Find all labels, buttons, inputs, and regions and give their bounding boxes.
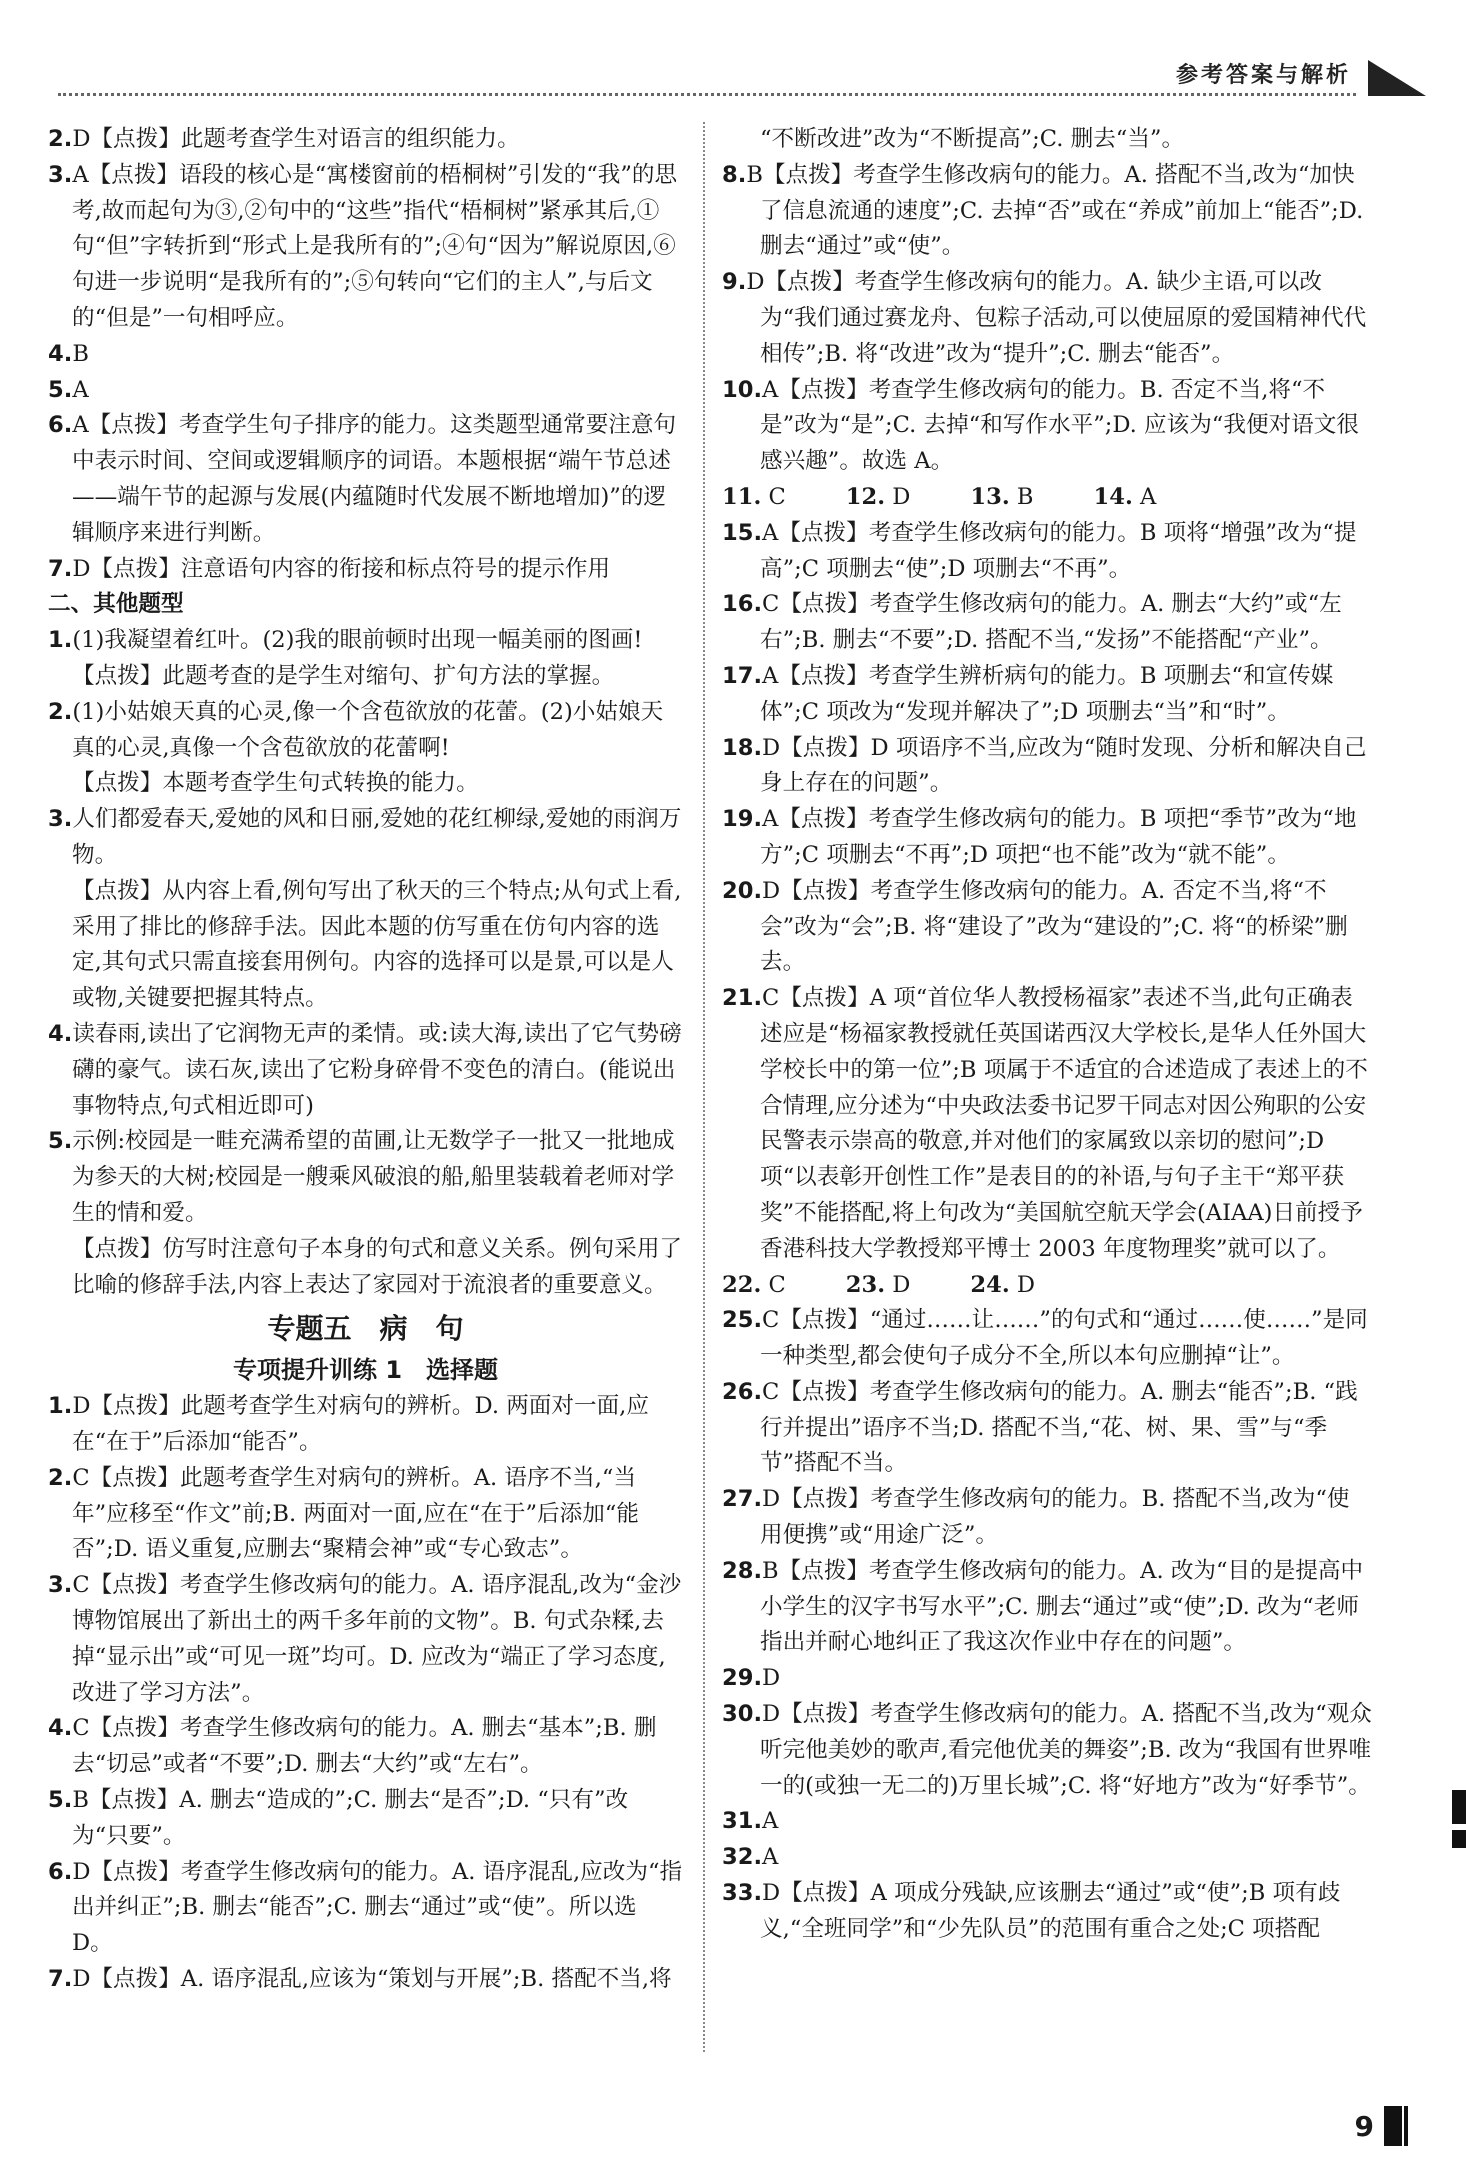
answer-text: C【点拨】考查学生修改病句的能力。A. 语序混乱,改为“金沙博物馆展出了新出土的两千多年前的文物”。B. 句式杂糅,去掉“显示出”或“可见一斑”均可。D. 应改为“端正了学习态度,改进了学习方法”。 [72,1572,682,1706]
answer-number: 14. [1093,483,1133,510]
answer-number: 4. [48,1020,73,1047]
continuation-text: “不断改进”改为“不断提高”;C. 删去“当”。 [760,126,1185,152]
answer-item [48,1855,683,1962]
right-answers-group-a [722,158,1372,480]
answer-text: D【点拨】A. 语序混乱,应该为“策划与开展”;B. 搭配不当,将 [72,1966,672,1993]
answer-number: 1. [48,627,73,654]
answer-number: 27. [722,1486,763,1513]
short-answer [1094,480,1157,516]
answer-number: 25. [722,1307,763,1334]
side-tab-mark-small [1452,1830,1466,1848]
short-answer [846,480,911,516]
answer-text: D【点拨】考查学生修改病句的能力。B. 搭配不当,改为“使用便携”或“用途广泛”。 [760,1486,1350,1549]
short-answer [722,1268,786,1304]
answer-text: C [761,1271,786,1298]
answer-text: A【点拨】考查学生修改病句的能力。B. 否定不当,将“不是”改为“是”;C. 去掉“和写作水平”;D. 应该为“我便对语文很感兴趣”。故选 A。 [760,376,1359,475]
answer-item [48,1783,683,1855]
answer-item [48,623,683,659]
answer-number: 20. [722,877,763,904]
short-answer [722,480,786,516]
answer-text: D [885,483,911,510]
answer-text: 示例:校园是一畦充满希望的苗圃,让无数学子一批又一批地成为参天的大树;校园是一艘乘风破浪的船,船里装载着老师对学生的情和爱。 [72,1128,675,1226]
answer-item [722,1554,1372,1661]
answer-item [48,802,683,874]
answer-number: 21. [722,985,763,1012]
answer-item [722,1697,1372,1804]
answer-number: 10. [722,376,763,403]
right-answers-group-c [722,1303,1372,1947]
answer-item [722,981,1372,1267]
answer-text: D【点拨】考查学生修改病句的能力。A. 搭配不当,改为“观众听完他美妙的歌声,看完他优美的舞姿”;B. 改为“我国有世界唯一的(或独一无二的)万里长城”;C. 将“好地方”改为“好季节”。 [760,1701,1372,1799]
answer-number: 29. [722,1665,763,1692]
answer-item [722,802,1372,874]
answer-number: 24. [970,1271,1010,1298]
answer-text: D [762,1665,781,1692]
answer-item [48,373,683,409]
answer-number: 18. [722,734,763,761]
left-answers-group-b [48,623,683,1303]
answer-item [722,1804,1372,1840]
left-answers-group-a [48,122,683,587]
answer-item [722,659,1372,731]
answer-number: 17. [722,662,763,689]
answer-text: D【点拨】A 项成分残缺,应该删去“通过”或“使”;B 项有歧义,“全班同学”和“少先队员”的范围有重合之处;C 项搭配 [760,1880,1341,1942]
answer-text: D [885,1271,911,1298]
page-bar-decoration [1384,2106,1402,2146]
answer-item [48,1389,683,1461]
answer-item [722,1482,1372,1554]
answer-item [722,1876,1372,1948]
left-column [48,122,683,1998]
answer-text: 人们都爱春天,爱她的风和日丽,爱她的花红柳绿,爱她的雨润万物。 [72,806,682,868]
answer-item [48,1124,683,1231]
answer-text: C【点拨】“通过……让……”的句式和“通过……使……”是同一种类型,都会使句子成分不全,所以本句应删掉“让”。 [760,1307,1368,1370]
answer-number: 4. [48,1715,73,1742]
answer-text: A【点拨】考查学生修改病句的能力。B 项将“增强”改为“提高”;C 项删去“使”;D 项删去“不再”。 [760,519,1357,582]
answer-item [722,158,1372,265]
answer-text: B【点拨】考查学生修改病句的能力。A. 搭配不当,改为“加快了信息流通的速度”;C. 去掉“否”或在“养成”前加上“能否”;D. 删去“通过”或“使”。 [746,161,1364,260]
answer-item [722,731,1372,803]
answer-item [722,373,1372,480]
answer-text: D【点拨】注意语句内容的衔接和标点符号的提示作用 [72,555,611,582]
answer-item [48,158,683,337]
answer-item [722,516,1372,588]
answer-number: 7. [48,1966,73,1993]
answer-number: 33. [722,1880,763,1907]
answer-number: 30. [722,1701,763,1728]
answer-text: A【点拨】考查学生句子排序的能力。这类题型通常要注意句中表示时间、空间或逻辑顺序的词语。本题根据“端午节总述——端午节的起源与发展(内蕴随时代发展不断地增加)”的逻辑顺序来进行判断。 [72,412,677,546]
answer-text: A [72,376,89,403]
answer-item [722,874,1372,981]
answer-item [722,265,1372,372]
answer-number: 3. [48,161,73,188]
answer-item [48,1461,683,1568]
answer-text: C【点拨】此题考查学生对病句的辨析。A. 语序不当,“当年”应移至“作文”前;B. 两面对一面,应在“在于”后添加“能否”;D. 语义重复,应删去“聚精会神”或“专心致志”。 [72,1464,639,1563]
answer-text: C【点拨】考查学生修改病句的能力。A. 删去“基本”;B. 删去“切忌”或者“不要”;D. 删去“大约”或“左右”。 [72,1715,657,1778]
answer-text: B [72,340,89,367]
answer-item [48,408,683,551]
answer-text: D【点拨】此题考查学生对语言的组织能力。 [72,126,520,152]
right-column [722,122,1372,1948]
page-bar-decoration-thin [1404,2106,1408,2146]
answer-text: B [1009,483,1034,510]
answer-number: 19. [722,806,763,833]
answer-text: C【点拨】考查学生修改病句的能力。A. 删去“大约”或“左右”;B. 删去“不要”;D. 搭配不当,“发扬”不能搭配“产业”。 [760,591,1342,654]
answer-item [722,1375,1372,1482]
column-divider [703,122,705,2052]
answer-item [48,1568,683,1711]
answer-number: 7. [48,555,73,582]
answer-item [48,695,683,767]
answer-text: (1)我凝望着红叶。(2)我的眼前顿时出现一幅美丽的图画! [72,627,643,654]
answer-number: 31. [722,1808,763,1835]
answer-number: 11. [722,483,762,510]
answer-item [48,337,683,373]
section-heading-other: 二、其他题型 [48,591,184,618]
answer-number: 8. [722,161,747,188]
answer-text: A [1132,483,1157,510]
answer-number: 22. [722,1271,762,1298]
answer-number: 32. [722,1844,763,1871]
answer-text: D【点拨】考查学生修改病句的能力。A. 缺少主语,可以改为“我们通过赛龙舟、包粽子活动,可以使屈原的爱国精神代代相传”;B. 将“改进”改为“提升”;C. 删去“能否”。 [746,269,1367,367]
answer-item [48,1017,683,1124]
answer-number: 15. [722,519,763,546]
short-answer [846,1268,911,1304]
answer-number: 23. [845,1271,886,1298]
answer-text: A【点拨】语段的核心是“寓楼窗前的梧桐树”引发的“我”的思考,故而起句为③,②句中的“这些”指代“梧桐树”紧承其后,①句“但”字转折到“形式上是我所有的”;④句“因为”解说原因,⑥句进一步说明“是我所有的”;⑤句转向“它们的主人”,与后文的“但是”一句相呼应。 [72,161,678,331]
answer-note: 【点拨】从内容上看,例句写出了秋天的三个特点;从句式上看,采用了排比的修辞手法。因此本题的仿写重在仿句内容的选定,其句式只需直接套用例句。内容的选择可以是景,可以是人或物,关键要把握其特点。 [72,877,682,1012]
answer-item [722,1303,1372,1375]
side-tab-mark [1452,1790,1466,1824]
answer-item [48,122,683,158]
answer-text: D【点拨】考查学生修改病句的能力。A. 语序混乱,应改为“指出并纠正”;B. 删去“能否”;C. 删去“通过”或“使”。所以选 D。 [72,1858,683,1957]
answer-number: 16. [722,591,763,618]
answer-text: A [762,1808,779,1835]
answer-text: D [1009,1271,1036,1298]
answer-text: D【点拨】此题考查学生对病句的辨析。D. 两面对一面,应在“在于”后添加“能否”。 [72,1393,649,1456]
answer-text: D【点拨】考查学生修改病句的能力。A. 否定不当,将“不会”改为“会”;B. 将“建设了”改为“建设的”;C. 将“的桥梁”删去。 [760,877,1348,976]
answer-number: 3. [48,1572,73,1599]
answer-number: 4. [48,340,73,367]
answer-number: 13. [970,483,1010,510]
answer-note: 【点拨】仿写时注意句子本身的句式和意义关系。例句采用了比喻的修辞手法,内容上表达了家园对于流浪者的重要意义。 [72,1235,683,1298]
answer-item [722,1661,1372,1697]
answer-number: 26. [722,1378,763,1405]
answer-number: 5. [48,1128,73,1155]
header-divider [58,93,1356,96]
answer-number: 2. [48,126,73,152]
answer-item [722,587,1372,659]
answer-text: B【点拨】考查学生修改病句的能力。A. 改为“目的是提高中小学生的汉字书写水平”;C. 删去“通过”或“使”;D. 改为“老师指出并耐心地纠正了我这次作业中存在的问题”。 [760,1557,1364,1656]
header-title: 参考答案与解析 [1175,63,1351,88]
answer-item [722,1840,1372,1876]
answer-text: A【点拨】考查学生修改病句的能力。B 项把“季节”改为“地方”;C 项删去“不再”;D 项把“也不能”改为“就不能”。 [760,806,1357,868]
answer-number: 6. [48,1858,73,1885]
answer-number: 2. [48,698,73,725]
answer-item [48,552,683,588]
answer-item [48,1962,683,1998]
short-answer [970,1268,1035,1304]
subtopic-title: 专项提升训练 1 选择题 [232,1356,499,1385]
answer-item [48,1711,683,1783]
answer-text: A【点拨】考查学生辨析病句的能力。B 项删去“和宣传媒体”;C 项改为“发现并解决了”;D 项删去“当”和“时”。 [760,662,1334,725]
answer-text: C【点拨】A 项“首位华人教授杨福家”表述不当,此句正确表述应是“杨福家教授就任英国诺西汉大学校长,是华人任外国大学校长中的第一位”;B 项属于不适宜的合述造成了表述上的不合情理,应分述为“中央政法委书记罗干同志对因公殉职的公安民警表示崇高的敬意,并对他们的家属致以亲切的慰问”;D 项“以表彰开创性工作”是表目的的补语,与句子主干“郑平获奖”不能搭配,将上句改为“美国航空航天学会(AIAA)日前授予香港科技大学教授郑平博士 2003 年度物理奖”就可以了。 [760,985,1368,1262]
answer-number: 1. [48,1393,73,1420]
right-answers-group-b [722,516,1372,1268]
topic-title: 专题五 病 句 [267,1312,464,1346]
answer-text: B【点拨】A. 删去“造成的”;C. 删去“是否”;D. “只有”改为“只要”。 [72,1787,629,1849]
answer-text: D【点拨】D 项语序不当,应改为“随时发现、分析和解决自己身上存在的问题”。 [760,734,1367,797]
left-answers-group-c [48,1389,683,1998]
answer-number: 5. [48,1787,73,1814]
answer-number: 3. [48,806,73,833]
answer-text: 读春雨,读出了它润物无声的柔情。或:读大海,读出了它气势磅礴的豪气。读石灰,读出了它粉身碎骨不变色的清白。(能说出事物特点,句式相近即可) [72,1020,682,1119]
page-number: 9 [1354,2110,1374,2143]
answer-number: 6. [48,412,73,439]
answer-number: 5. [48,376,73,403]
answer-note: 【点拨】本题考查学生句式转换的能力。 [72,770,479,797]
answer-text: A [762,1844,779,1871]
answer-note: 【点拨】此题考查的是学生对缩句、扩句方法的掌握。 [72,662,615,689]
answer-number: 2. [48,1464,73,1491]
answer-number: 12. [845,483,886,510]
answer-number: 9. [722,269,747,296]
answer-text: (1)小姑娘天真的心灵,像一个含苞欲放的花蕾。(2)小姑娘天真的心灵,真像一个含苞欲放的花蕾啊! [72,698,664,761]
answers-row-11-14 [722,480,1372,516]
header-triangle-decoration [1368,60,1426,96]
answer-number: 28. [722,1557,763,1584]
answer-text: C [761,483,786,510]
answer-text: C【点拨】考查学生修改病句的能力。A. 删去“能否”;B. “践行并提出”语序不当;D. 搭配不当,“花、树、果、雪”与“季节”搭配不当。 [760,1378,1358,1477]
answers-row-22-24 [722,1268,1372,1304]
short-answer [970,480,1033,516]
